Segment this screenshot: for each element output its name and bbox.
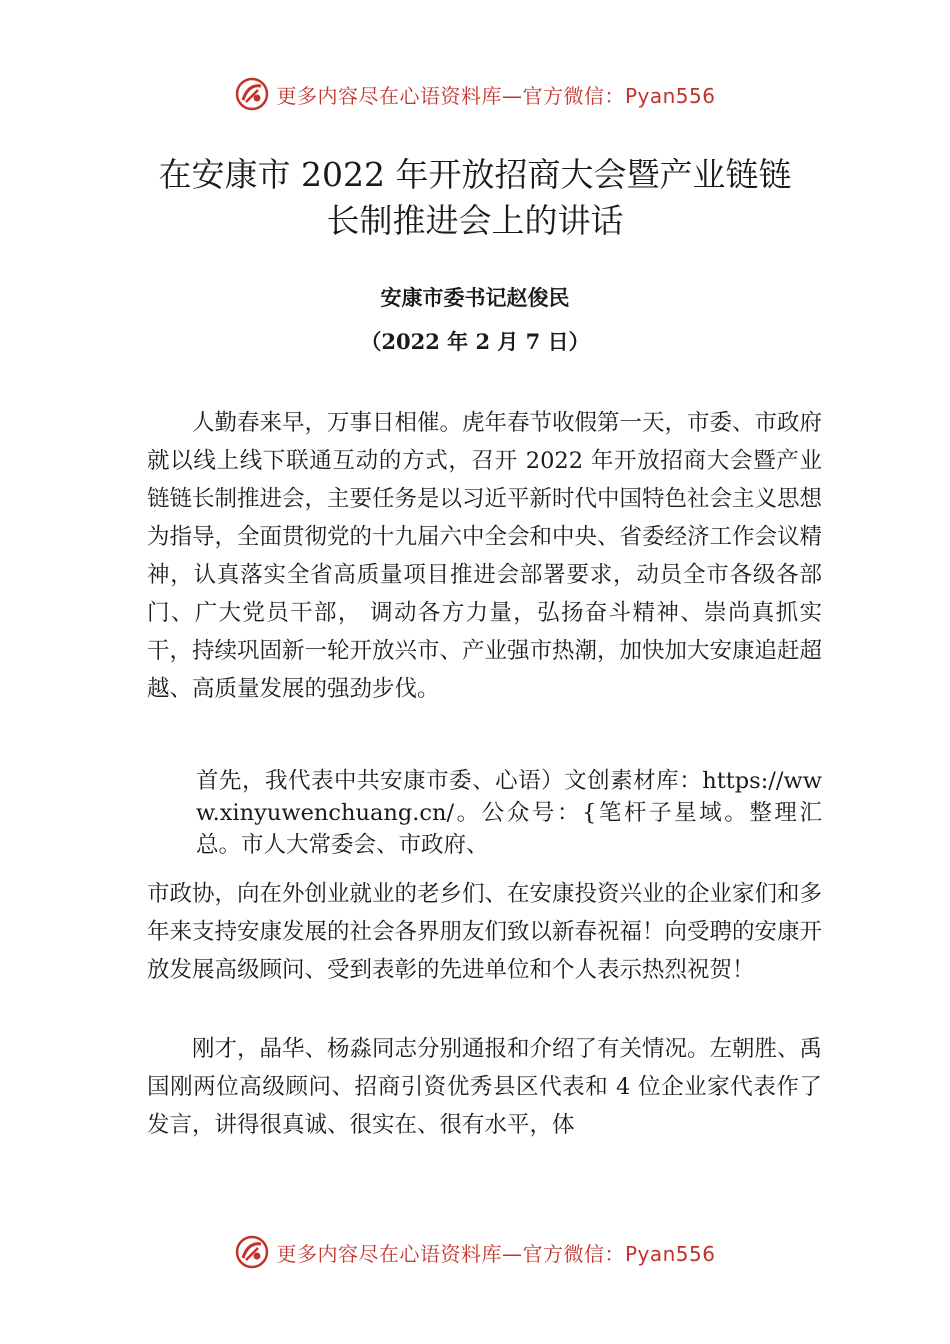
document-title [100, 152, 850, 244]
paragraph-thanks-start: 首先，我代表中共安康市委、心语）文创素材库：https://www.xinyuwenchuang.cn/。公众号：{笔杆子星域。整理汇总。市人大常委会、市政府、 [196, 768, 822, 858]
title-line-1: 在安康市 2022 年开放招商大会暨产业链链 [158, 155, 792, 194]
header-banner [0, 72, 950, 116]
title-line-2: 长制推进会上的讲话 [326, 201, 624, 240]
banner-text: 更多内容尽在心语资料库—官方微信：Pyan556 [276, 83, 716, 108]
red-stamp-logo-icon [234, 1234, 270, 1270]
date-line: （2022 年 2 月 7 日） [360, 329, 590, 354]
footer-banner [0, 1230, 950, 1274]
banner-text: 更多内容尽在心语资料库—官方微信：Pyan556 [276, 1241, 716, 1266]
paragraph-remarks: 刚才，晶华、杨淼同志分别通报和介绍了有关情况。左朝胜、禹国刚两位高级顾问、招商引资优秀县区代表和 4 位企业家代表作了发言，讲得很真诚、很实在、很有水平，体 [147, 1036, 823, 1138]
red-stamp-logo-icon [234, 76, 270, 112]
paragraph-thanks-continued: 市政协，向在外创业就业的老乡们、在安康投资兴业的企业家们和多年来支持安康发展的社会各界朋友们致以新春祝福！向受聘的安康开放发展高级顾问、受到表彰的先进单位和个人表示热烈祝贺！ [147, 881, 823, 983]
paragraph-opening: 人勤春来早，万事日相催。虎年春节收假第一天，市委、市政府就以线上线下联通互动的方式，召开 2022 年开放招商大会暨产业链链长制推进会，主要任务是以习近平新时代中国特色社会主义思想为指导，全面贯彻党的十九届六中全会和中央、省委经济工作会议精神，认真落实全省高质量项目推进会部署要求，动员全市各级各部门、广大党员干部， 调动各方力量，弘扬奋斗精神、崇尚真抓实干，持续巩固新一轮开放兴市、产业强市热潮，加快加大安康追赶超越、高质量发展的强劲步伐。 [147, 410, 823, 702]
author-line: 安康市委书记赵俊民 [380, 285, 570, 310]
